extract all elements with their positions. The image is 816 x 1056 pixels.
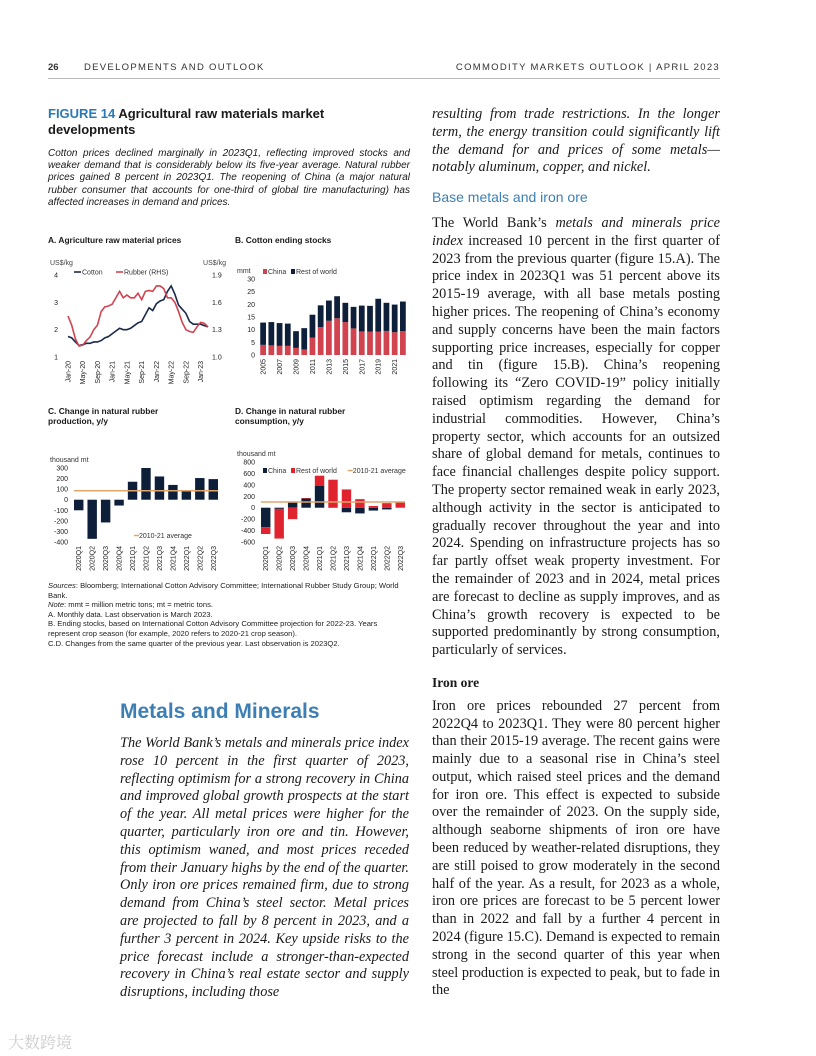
section-intro: The World Bank’s metals and minerals price index rose 10 percent in the first quarter of 2023, reflecting optimism for a strong recovery in China and improved global growth prospects at the start of the year. All metal prices were higher for the quarter, particularly iron ore and tin. However, this optimism waned, and most prices receded from their January highs by the end of the quarter. Only iron ore prices remained firm, due to strong demand from China’s steel sector. Metal prices are projected to fall by 8 percent in 2023, and a further 3 percent in 2024. Key upside risks to the price forecast include a stronger-than-expected recovery in China’s real estate sector and supply disruptions, including those [120, 735, 409, 1001]
bar-china [367, 332, 373, 355]
legend-swatch [291, 269, 295, 274]
emphasis: metals and minerals price index [432, 214, 720, 249]
x-tick-label: 2020Q1 [263, 546, 271, 571]
x-tick-label: May-22 [168, 361, 176, 385]
y-tick-label: 20 [247, 301, 255, 309]
bar-production [114, 500, 123, 506]
x-tick-label: 2019 [375, 359, 383, 375]
note-a: A. Monthly data. Last observation is March 2023. [48, 609, 213, 619]
bar-rest-of-world [342, 303, 348, 322]
y-tick-label: 30 [247, 276, 255, 284]
x-tick-label: 2021Q3 [156, 546, 164, 571]
y-tick-label: -400 [240, 528, 255, 536]
bar-china [392, 332, 398, 355]
x-tick-label: 2020Q2 [276, 546, 284, 571]
bar-china [342, 508, 351, 513]
legend-label: Rest of world [296, 269, 337, 276]
bar-rest-of-world [351, 307, 357, 329]
header-divider [48, 78, 720, 79]
x-tick-label: 2021Q1 [130, 546, 138, 571]
bar-rest-of-world [384, 303, 390, 331]
chart-b [235, 235, 415, 395]
bar-china [400, 331, 406, 355]
legend-swatch [263, 468, 267, 473]
x-tick-label: 2020Q3 [103, 546, 111, 571]
x-tick-label: Sep-20 [94, 361, 102, 384]
y-tick-label: 1.9 [212, 272, 222, 280]
bar-rest-of-world [285, 324, 291, 346]
x-tick-label: May-21 [124, 361, 132, 385]
legend-label: 2010-21 average [352, 468, 406, 475]
bar-china [382, 508, 391, 510]
bar-rest-of-world [396, 502, 405, 508]
y-tick-label: 2 [54, 327, 58, 335]
bar-rest-of-world [277, 323, 283, 346]
chart-c-title: C. Change in natural rubber production, y/y [48, 406, 159, 426]
bar-rest-of-world [301, 328, 307, 349]
bar-rest-of-world [260, 323, 266, 345]
chart-a-title: A. Agriculture raw material prices [48, 235, 182, 245]
bar-rest-of-world [288, 508, 297, 519]
y-tick-label: 1 [54, 354, 58, 362]
subheading-iron-ore: Iron ore [432, 674, 480, 690]
chart-d-title: D. Change in natural rubber consumption, y/y [235, 406, 346, 426]
y-tick-label: -100 [53, 507, 68, 515]
y-tick-label: 200 [56, 476, 68, 484]
x-tick-label: Jan-20 [65, 361, 73, 383]
x-tick-label: 2015 [342, 359, 350, 375]
x-tick-label: Jan-23 [198, 361, 206, 383]
note-label: Note [48, 600, 65, 610]
y-tick-label: 25 [247, 289, 255, 297]
legend-swatch [291, 468, 295, 473]
chart-b-title: B. Cotton ending stocks [235, 235, 332, 245]
bar-rest-of-world [369, 506, 378, 508]
bar-rest-of-world [400, 302, 406, 332]
y-tick-label: 5 [251, 339, 255, 347]
y-tick-label: -600 [240, 539, 255, 547]
note-b: B. Ending stocks, based on International Cotton Advisory Committee projection for 2022-23. Years represent crop season (for example, 2020 refers to 2020-21 crop season). [48, 619, 378, 638]
y-tick-label: 10 [247, 327, 255, 335]
y-tick-label: 200 [243, 493, 255, 501]
bar-china [268, 345, 274, 355]
figure-title [48, 106, 410, 138]
figure-title-text: Agricultural raw materials market developments [48, 106, 325, 137]
x-tick-label: Sep-22 [183, 361, 191, 384]
y-tick-label: -200 [240, 516, 255, 524]
bar-rest-of-world [334, 296, 340, 318]
y-tick-label: -400 [53, 539, 68, 547]
y-tick-label: 1.0 [212, 354, 222, 362]
chart-c-plot [48, 426, 228, 576]
bar-rest-of-world [326, 301, 332, 321]
bar-china [277, 346, 283, 355]
y-tick-label: 0 [251, 352, 255, 360]
watermark: 大数跨境 [8, 1033, 73, 1052]
y-tick-label: -300 [53, 528, 68, 536]
bar-china [326, 321, 332, 355]
abbrev-note [48, 600, 410, 610]
y-tick-label: 100 [56, 486, 68, 494]
sources-note [48, 581, 410, 600]
bar-china [315, 486, 324, 508]
section-title: DEVELOPMENTS AND OUTLOOK [84, 62, 265, 73]
y-tick-label: -200 [53, 518, 68, 526]
bar-production [155, 476, 164, 499]
bar-china [310, 338, 316, 355]
bar-production [209, 479, 218, 500]
bar-china [342, 322, 348, 355]
y-tick-label: 1.6 [212, 299, 222, 307]
chart-b-plot [235, 245, 415, 390]
bar-rest-of-world [310, 315, 316, 338]
sources-text: : Bloomberg; International Cotton Advisory Committee; International Rubber Study Group; World Bank. [48, 581, 399, 600]
bar-rest-of-world [355, 499, 364, 508]
x-tick-label: 2020Q1 [76, 546, 84, 571]
legend-swatch [263, 269, 267, 274]
x-tick-label: 2017 [359, 359, 367, 375]
y-tick-label: 4 [54, 272, 58, 280]
continued-paragraph: resulting from trade restrictions. In the longer term, the energy transition could significantly lift the demand for and prices of some metals—notably aluminum, copper, and nickel. [432, 106, 720, 176]
bar-production [101, 500, 110, 523]
figure-caption: Cotton prices declined marginally in 2023Q1, reflecting improved stocks and weaker demand that is considerably below its five-year average. Natural rubber prices gained 8 percent in 2023Q1. The reopening of China (a major natural rubber consumer that accounts for one-third of global tire manufacturing) has affected increases in demand and prices. [48, 148, 410, 208]
x-tick-label: 2021Q4 [170, 546, 178, 571]
chart-c [48, 406, 218, 581]
subheading-base-metals: Base metals and iron ore [432, 189, 588, 206]
x-tick-label: 2021 [392, 359, 400, 375]
bar-china [274, 508, 283, 509]
bar-production [87, 500, 96, 539]
legend-label: 2010-21 average [139, 533, 192, 540]
y-tick-label: 0 [64, 497, 68, 505]
bar-china [375, 332, 381, 355]
x-tick-label: Jan-21 [109, 361, 117, 383]
y-tick-label: 0 [251, 505, 255, 513]
x-tick-label: 2022Q2 [384, 546, 392, 571]
bar-china [288, 503, 297, 508]
bar-rest-of-world [367, 306, 373, 332]
bar-rest-of-world [315, 476, 324, 486]
x-tick-label: Sep-21 [139, 361, 147, 384]
bar-rest-of-world [293, 331, 299, 348]
bar-rest-of-world [382, 503, 391, 508]
x-tick-label: 2022Q3 [210, 546, 218, 571]
y2-axis-label: US$/kg [203, 260, 226, 267]
y-tick-label: 600 [243, 470, 255, 478]
bar-china [301, 499, 310, 508]
bar-china [359, 331, 365, 355]
figure-number: FIGURE 14 [48, 106, 116, 121]
bar-rest-of-world [375, 299, 381, 332]
x-tick-label: 2005 [260, 359, 268, 375]
bar-production [195, 478, 204, 500]
x-tick-label: 2013 [326, 359, 334, 375]
iron-ore-paragraph: Iron ore prices rebounded 27 percent from 2022Q4 to 2023Q1. They were 80 percent higher than their 2015-19 average. The recent gains were mainly due to a seasonal rise in China’s steel output, which raised steel prices and the demand for iron ore. This effect is expected to subside over the remainder of 2023. On the supply side, although seaborne shipments of iron ore have been reduced by weather-related disruptions, they are still poised to grow moderately in the second half of the year. As a result, for 2023 as a whole, iron ore prices are forecast to be 5 percent lower than in 2022 and fall by a further 4 percent in 2024 (figure 15.C). Demand is expected to remain strong in the second quarter of this year when steel production is expected to peak, but to fade in the [432, 697, 720, 999]
chart-d-plot [235, 426, 415, 576]
x-tick-label: 2021Q2 [330, 546, 338, 571]
x-tick-label: 2022Q1 [370, 546, 378, 571]
y-tick-label: 1.3 [212, 327, 222, 335]
bar-rest-of-world [318, 305, 324, 327]
x-tick-label: 2020Q4 [116, 546, 124, 571]
bar-production [74, 500, 83, 511]
bar-rest-of-world [268, 322, 274, 345]
legend-label: China [268, 468, 287, 475]
x-tick-label: 2022Q2 [197, 546, 205, 571]
bar-rest-of-world [328, 480, 337, 507]
note-cd: C.D. Changes from the same quarter of the previous year. Last observation is 2023Q2. [48, 638, 340, 648]
y-axis-label: US$/kg [50, 260, 73, 267]
text: increased 10 percent in the first quarter of 2023 from the previous quarter (figure 15.A). The price index in 2023Q1 was 51 percent above its 2015-19 average, with all base metals posting higher prices. The reopening of China’s economy and supply concerns have been the main factors supporting price increases, especially for copper and tin (figure 15.B). China’s reopening following its “Zero COVID-19” policy initially raised optimism regarding the demand for industrial commodities. However, China’s property sector, which accounts for an outsized share of global demand for metals, continues to face financial challenges despite policy support. The property sector remained weak in early 2023, although activity in the sector is anticipated to gradually recover throughout the year and into 2024. Spending on infrastructure projects has so far partly offset weak property investment. For the remainder of 2023 and in 2024, metal prices are forecast to decline as supply improves, and as China’s growth recovery is expected to be supported predominantly by strong consumption, particularly of services. [432, 232, 720, 659]
y-axis-label: thousand mt [50, 457, 89, 464]
page-number: 26 [48, 62, 59, 73]
x-tick-label: May-20 [80, 361, 88, 385]
x-tick-label: 2021Q2 [143, 546, 151, 571]
chart-a-plot [48, 245, 228, 390]
legend-label: China [268, 269, 287, 276]
x-tick-label: 2021Q3 [343, 546, 351, 571]
bar-china [293, 348, 299, 355]
x-tick-label: 2022Q3 [397, 546, 405, 571]
y-tick-label: 3 [54, 299, 58, 307]
note-text: : mmt = million metric tons; mt = metric tons. [64, 600, 214, 610]
bar-china [384, 331, 390, 355]
line-cotton [68, 286, 208, 346]
bar-rest-of-world [274, 509, 283, 539]
bar-china [334, 318, 340, 355]
legend-label: Rubber (RHS) [124, 269, 169, 277]
bar-china [318, 327, 324, 355]
x-tick-label: 2021Q4 [357, 546, 365, 571]
y-tick-label: 300 [56, 465, 68, 473]
y-axis-label: mmt [237, 268, 251, 275]
bar-rest-of-world [342, 489, 351, 507]
bar-production [141, 468, 150, 500]
y-tick-label: 800 [243, 459, 255, 467]
x-tick-label: 2020Q2 [89, 546, 97, 571]
x-tick-label: 2009 [293, 359, 301, 375]
x-tick-label: 2020Q3 [290, 546, 298, 571]
bar-china [261, 508, 270, 527]
y-tick-label: 15 [247, 314, 255, 322]
x-tick-label: 2020Q4 [303, 546, 311, 571]
legend-label: Rest of world [296, 468, 337, 475]
section-heading: Metals and Minerals [120, 700, 320, 723]
bar-china [351, 328, 357, 355]
bar-production [182, 491, 191, 499]
bar-china [285, 346, 291, 355]
figure-14 [48, 106, 410, 209]
sources-label: Sources [48, 581, 76, 590]
x-tick-label: 2011 [309, 359, 317, 375]
publication-title: COMMODITY MARKETS OUTLOOK | APRIL 2023 [455, 62, 720, 73]
chart-a [48, 235, 228, 395]
x-tick-label: Jan-22 [153, 361, 161, 383]
bar-china [260, 345, 266, 355]
bar-rest-of-world [261, 527, 270, 534]
bar-production [168, 485, 177, 500]
text: The World Bank’s [432, 214, 556, 231]
bar-china [369, 508, 378, 511]
bar-china [328, 507, 337, 508]
base-metals-paragraph [432, 215, 720, 660]
legend-label: Cotton [82, 269, 103, 277]
right-column [432, 106, 720, 1000]
bar-china [355, 508, 364, 514]
x-tick-label: 2022Q1 [183, 546, 191, 571]
bar-rest-of-world [359, 306, 365, 332]
figure-notes [48, 581, 410, 648]
bar-rest-of-world [392, 305, 398, 333]
y-tick-label: 400 [243, 482, 255, 490]
bar-china [301, 349, 307, 355]
chart-d [235, 406, 406, 581]
x-tick-label: 2007 [277, 359, 285, 375]
y-axis-label: thousand mt [237, 451, 276, 458]
bar-rest-of-world [301, 498, 310, 499]
x-tick-label: 2021Q1 [317, 546, 325, 571]
